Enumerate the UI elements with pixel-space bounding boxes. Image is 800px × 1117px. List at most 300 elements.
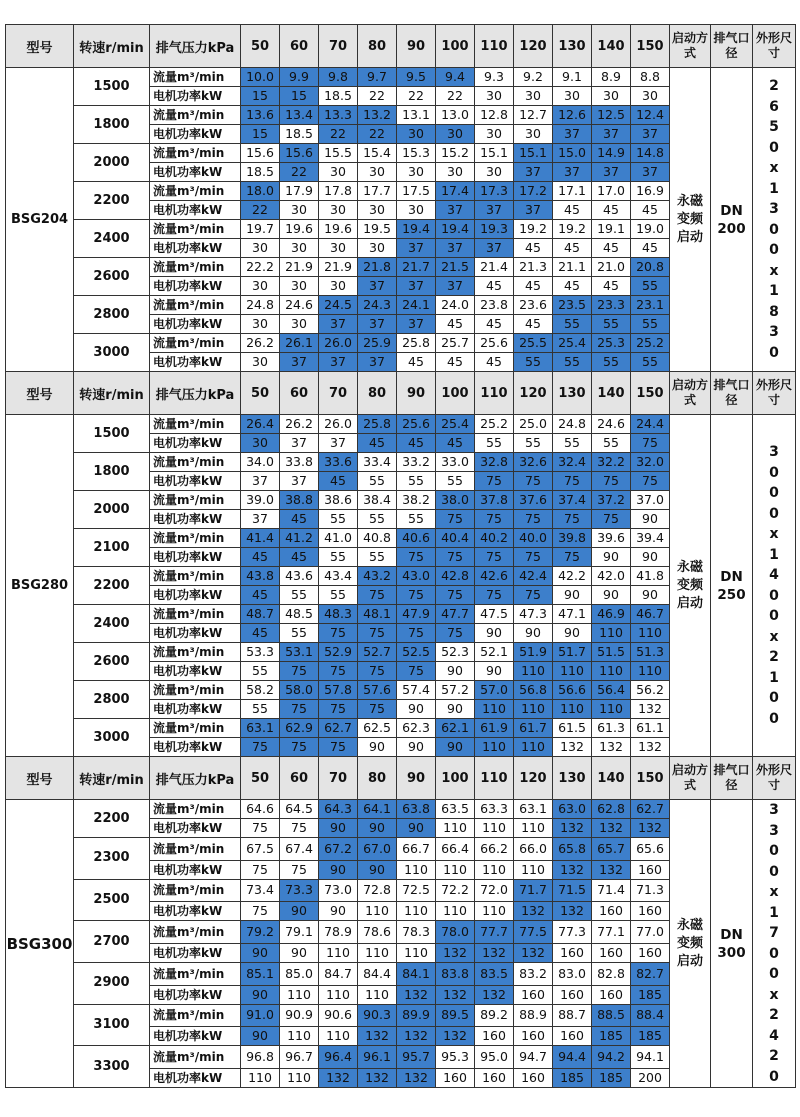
power-value: 30 [475,87,514,106]
power-value: 110 [319,943,358,962]
power-value: 90 [436,700,475,719]
header-pressure-value: 90 [397,25,436,68]
flow-value: 21.8 [358,258,397,277]
flow-value: 61.5 [553,719,592,738]
power-label: 电机功率kW [150,700,241,719]
power-value: 30 [436,125,475,144]
flow-value: 94.4 [553,1046,592,1069]
flow-value: 25.3 [592,334,631,353]
header-model: 型号 [6,25,74,68]
power-value: 55 [631,353,670,372]
power-value: 75 [436,548,475,567]
flow-label: 流量m³/min [150,962,241,985]
power-value: 55 [553,353,592,372]
flow-value: 9.2 [514,68,553,87]
power-value: 37 [319,353,358,372]
flow-label: 流量m³/min [150,258,241,277]
power-value: 90 [631,510,670,529]
power-value: 22 [397,87,436,106]
speed-value: 2000 [74,144,150,182]
flow-value: 56.2 [631,681,670,700]
flow-value: 38.8 [280,491,319,510]
header-pressure-value: 120 [514,372,553,415]
start-method: 永磁 变频 启动 [670,68,711,372]
flow-value: 26.2 [241,334,280,353]
flow-value: 19.6 [319,220,358,239]
flow-value: 57.2 [436,681,475,700]
power-value: 30 [241,315,280,334]
flow-value: 15.0 [553,144,592,163]
flow-value: 38.4 [358,491,397,510]
outlet-diameter: DN 250 [711,415,753,757]
power-value: 45 [280,510,319,529]
header-pressure: 排气压力kPa [150,757,241,800]
flow-value: 57.8 [319,681,358,700]
flow-value: 95.3 [436,1046,475,1069]
power-value: 185 [592,1027,631,1046]
header-pressure-value: 110 [475,757,514,800]
power-value: 132 [436,943,475,962]
flow-value: 24.6 [280,296,319,315]
flow-value: 15.1 [514,144,553,163]
flow-value: 95.7 [397,1046,436,1069]
power-value: 90 [475,624,514,643]
flow-value: 47.3 [514,605,553,624]
power-label: 电机功率kW [150,87,241,106]
flow-value: 61.7 [514,719,553,738]
flow-value: 26.1 [280,334,319,353]
flow-value: 39.0 [241,491,280,510]
flow-value: 71.4 [592,879,631,902]
flow-value: 53.1 [280,643,319,662]
power-value: 75 [280,700,319,719]
power-value: 132 [475,985,514,1004]
flow-value: 47.9 [397,605,436,624]
power-value: 55 [436,472,475,491]
flow-value: 62.9 [280,719,319,738]
power-value: 110 [319,985,358,1004]
table-row [6,800,796,819]
flow-value: 26.4 [241,415,280,434]
flow-value: 66.7 [397,838,436,861]
header-start-method: 启动方式 [670,757,711,800]
flow-value: 21.9 [280,258,319,277]
power-value: 30 [241,277,280,296]
flow-value: 37.6 [514,491,553,510]
speed-value: 1800 [74,453,150,491]
flow-value: 21.7 [397,258,436,277]
power-value: 37 [553,125,592,144]
power-value: 45 [553,201,592,220]
flow-value: 19.7 [241,220,280,239]
power-value: 55 [592,434,631,453]
header-row [6,372,796,415]
power-value: 75 [436,510,475,529]
flow-value: 94.7 [514,1046,553,1069]
flow-value: 51.5 [592,643,631,662]
flow-value: 23.5 [553,296,592,315]
flow-value: 62.8 [592,800,631,819]
flow-label: 流量m³/min [150,182,241,201]
flow-value: 13.6 [241,106,280,125]
flow-value: 96.4 [319,1046,358,1069]
flow-value: 9.8 [319,68,358,87]
flow-value: 13.0 [436,106,475,125]
power-value: 55 [319,548,358,567]
header-speed: 转速r/min [74,372,150,415]
power-value: 75 [241,860,280,879]
power-value: 55 [514,353,553,372]
speed-value: 1500 [74,68,150,106]
flow-value: 26.2 [280,415,319,434]
power-value: 45 [280,548,319,567]
power-value: 90 [241,985,280,1004]
flow-value: 42.4 [514,567,553,586]
power-value: 75 [280,662,319,681]
speed-value: 2300 [74,838,150,880]
power-value: 30 [280,315,319,334]
power-value: 75 [436,586,475,605]
flow-label: 流量m³/min [150,529,241,548]
power-value: 160 [475,1069,514,1088]
flow-value: 52.3 [436,643,475,662]
flow-value: 66.0 [514,838,553,861]
power-value: 30 [319,277,358,296]
flow-value: 17.2 [514,182,553,201]
flow-value: 96.7 [280,1046,319,1069]
power-value: 75 [514,586,553,605]
header-pressure-value: 120 [514,25,553,68]
flow-value: 65.7 [592,838,631,861]
flow-value: 62.3 [397,719,436,738]
power-value: 75 [241,819,280,838]
power-label: 电机功率kW [150,985,241,1004]
flow-value: 25.4 [553,334,592,353]
power-label: 电机功率kW [150,662,241,681]
power-value: 55 [397,510,436,529]
flow-label: 流量m³/min [150,643,241,662]
flow-label: 流量m³/min [150,220,241,239]
outlet-diameter: DN 300 [711,800,753,1088]
power-value: 22 [358,125,397,144]
power-value: 75 [241,738,280,757]
flow-value: 19.2 [553,220,592,239]
flow-value: 77.7 [475,921,514,944]
flow-value: 18.0 [241,182,280,201]
power-label: 电机功率kW [150,239,241,258]
flow-label: 流量m³/min [150,838,241,861]
header-pressure-value: 130 [553,757,592,800]
flow-value: 41.8 [631,567,670,586]
power-value: 132 [553,819,592,838]
header-pressure-value: 90 [397,757,436,800]
dimensions [753,68,796,372]
flow-label: 流量m³/min [150,1004,241,1027]
power-value: 30 [280,239,319,258]
power-value: 75 [631,472,670,491]
power-label: 电机功率kW [150,125,241,144]
flow-value: 43.2 [358,567,397,586]
power-value: 45 [553,239,592,258]
power-value: 110 [631,624,670,643]
power-value: 110 [514,860,553,879]
power-value: 22 [280,163,319,182]
flow-value: 96.1 [358,1046,397,1069]
power-value: 160 [592,985,631,1004]
speed-value: 2200 [74,800,150,838]
flow-value: 21.9 [319,258,358,277]
flow-value: 56.6 [553,681,592,700]
flow-value: 40.6 [397,529,436,548]
flow-label: 流量m³/min [150,415,241,434]
power-value: 45 [397,434,436,453]
flow-value: 9.7 [358,68,397,87]
flow-value: 24.6 [592,415,631,434]
flow-value: 71.3 [631,879,670,902]
flow-value: 19.3 [475,220,514,239]
dimensions [753,415,796,757]
flow-value: 17.7 [358,182,397,201]
flow-value: 41.2 [280,529,319,548]
flow-label: 流量m³/min [150,334,241,353]
flow-value: 25.9 [358,334,397,353]
power-label: 电机功率kW [150,1027,241,1046]
flow-value: 72.5 [397,879,436,902]
power-value: 30 [397,163,436,182]
power-value: 110 [280,1069,319,1088]
power-label: 电机功率kW [150,819,241,838]
header-pressure-value: 130 [553,25,592,68]
speed-value: 3300 [74,1046,150,1088]
flow-value: 48.7 [241,605,280,624]
flow-value: 17.1 [553,182,592,201]
power-value: 75 [475,472,514,491]
power-value: 75 [319,738,358,757]
flow-label: 流量m³/min [150,491,241,510]
power-value: 110 [319,1027,358,1046]
flow-value: 25.0 [514,415,553,434]
power-value: 110 [514,819,553,838]
power-value: 18.5 [241,163,280,182]
power-value: 110 [592,700,631,719]
flow-value: 43.0 [397,567,436,586]
flow-value: 38.0 [436,491,475,510]
power-value: 15 [241,125,280,144]
header-model: 型号 [6,757,74,800]
power-value: 185 [631,1027,670,1046]
power-value: 132 [475,943,514,962]
flow-value: 64.6 [241,800,280,819]
power-value: 75 [241,902,280,921]
power-value: 75 [553,472,592,491]
table-body [6,25,796,1088]
power-value: 90 [358,738,397,757]
power-value: 110 [514,700,553,719]
power-value: 37 [475,201,514,220]
flow-value: 41.4 [241,529,280,548]
flow-value: 89.2 [475,1004,514,1027]
power-value: 132 [436,985,475,1004]
power-value: 110 [475,700,514,719]
power-value: 30 [553,87,592,106]
power-value: 110 [475,738,514,757]
power-value: 37 [592,125,631,144]
flow-value: 40.8 [358,529,397,548]
speed-value: 3000 [74,334,150,372]
flow-value: 64.5 [280,800,319,819]
flow-label: 流量m³/min [150,879,241,902]
power-value: 90 [241,943,280,962]
flow-value: 38.6 [319,491,358,510]
power-value: 90 [397,700,436,719]
power-value: 37 [397,277,436,296]
flow-value: 78.0 [436,921,475,944]
power-value: 45 [475,315,514,334]
flow-value: 52.5 [397,643,436,662]
flow-value: 40.0 [514,529,553,548]
flow-value: 39.8 [553,529,592,548]
power-value: 90 [436,738,475,757]
power-value: 75 [358,586,397,605]
flow-value: 24.3 [358,296,397,315]
flow-value: 83.0 [553,962,592,985]
power-value: 55 [319,510,358,529]
speed-value: 2200 [74,567,150,605]
flow-value: 57.6 [358,681,397,700]
power-value: 37 [436,201,475,220]
power-value: 30 [631,87,670,106]
flow-value: 32.6 [514,453,553,472]
power-value: 45 [514,239,553,258]
power-value: 132 [319,1069,358,1088]
power-value: 37 [514,163,553,182]
power-label: 电机功率kW [150,510,241,529]
power-value: 37 [592,163,631,182]
header-outlet: 排气口径 [711,25,753,68]
power-value: 45 [592,277,631,296]
header-pressure-value: 70 [319,757,358,800]
power-value: 75 [397,548,436,567]
power-value: 37 [397,239,436,258]
flow-value: 43.6 [280,567,319,586]
power-value: 55 [280,586,319,605]
power-value: 55 [241,700,280,719]
flow-value: 56.4 [592,681,631,700]
header-pressure-value: 120 [514,757,553,800]
flow-value: 21.3 [514,258,553,277]
flow-value: 51.3 [631,643,670,662]
flow-value: 33.0 [436,453,475,472]
power-value: 90 [241,1027,280,1046]
power-value: 22 [319,125,358,144]
speed-value: 2900 [74,962,150,1004]
power-value: 90 [631,548,670,567]
power-value: 30 [280,201,319,220]
power-value: 22 [358,87,397,106]
power-value: 45 [241,586,280,605]
flow-value: 91.0 [241,1004,280,1027]
power-value: 185 [631,985,670,1004]
flow-value: 12.5 [592,106,631,125]
flow-value: 63.1 [241,719,280,738]
power-value: 110 [397,860,436,879]
power-value: 132 [631,738,670,757]
power-value: 45 [319,472,358,491]
flow-value: 25.2 [475,415,514,434]
power-value: 55 [397,472,436,491]
flow-value: 9.9 [280,68,319,87]
flow-value: 61.3 [592,719,631,738]
flow-value: 33.8 [280,453,319,472]
power-value: 132 [514,902,553,921]
flow-value: 16.9 [631,182,670,201]
power-value: 110 [241,1069,280,1088]
power-value: 37 [358,277,397,296]
flow-value: 62.1 [436,719,475,738]
power-value: 90 [592,586,631,605]
flow-value: 57.4 [397,681,436,700]
power-value: 160 [514,1069,553,1088]
flow-value: 24.8 [241,296,280,315]
power-value: 45 [475,277,514,296]
flow-value: 73.0 [319,879,358,902]
power-value: 90 [631,586,670,605]
model-name: BSG300 [6,800,74,1088]
flow-label: 流量m³/min [150,296,241,315]
power-value: 55 [241,662,280,681]
speed-value: 3000 [74,719,150,757]
power-label: 电机功率kW [150,163,241,182]
flow-value: 58.0 [280,681,319,700]
power-value: 185 [592,1069,631,1088]
power-value: 30 [319,201,358,220]
flow-value: 39.6 [592,529,631,548]
power-value: 45 [397,353,436,372]
power-value: 75 [592,510,631,529]
power-value: 75 [358,624,397,643]
power-value: 75 [592,472,631,491]
power-value: 37 [553,163,592,182]
flow-value: 77.5 [514,921,553,944]
flow-value: 72.8 [358,879,397,902]
power-value: 110 [475,902,514,921]
power-value: 110 [514,662,553,681]
flow-value: 19.1 [592,220,631,239]
header-row [6,757,796,800]
flow-value: 40.2 [475,529,514,548]
power-value: 45 [592,201,631,220]
power-value: 37 [436,239,475,258]
flow-value: 17.0 [592,182,631,201]
power-value: 132 [553,860,592,879]
flow-value: 58.2 [241,681,280,700]
flow-value: 17.8 [319,182,358,201]
flow-value: 61.1 [631,719,670,738]
power-value: 132 [553,738,592,757]
flow-value: 38.2 [397,491,436,510]
flow-value: 25.5 [514,334,553,353]
table-row [6,68,796,87]
power-value: 75 [397,624,436,643]
header-pressure-value: 110 [475,25,514,68]
header-pressure-value: 70 [319,372,358,415]
speed-value: 2200 [74,182,150,220]
flow-value: 26.0 [319,415,358,434]
flow-value: 88.9 [514,1004,553,1027]
start-method: 永磁 变频 启动 [670,415,711,757]
flow-value: 9.4 [436,68,475,87]
power-value: 75 [514,472,553,491]
